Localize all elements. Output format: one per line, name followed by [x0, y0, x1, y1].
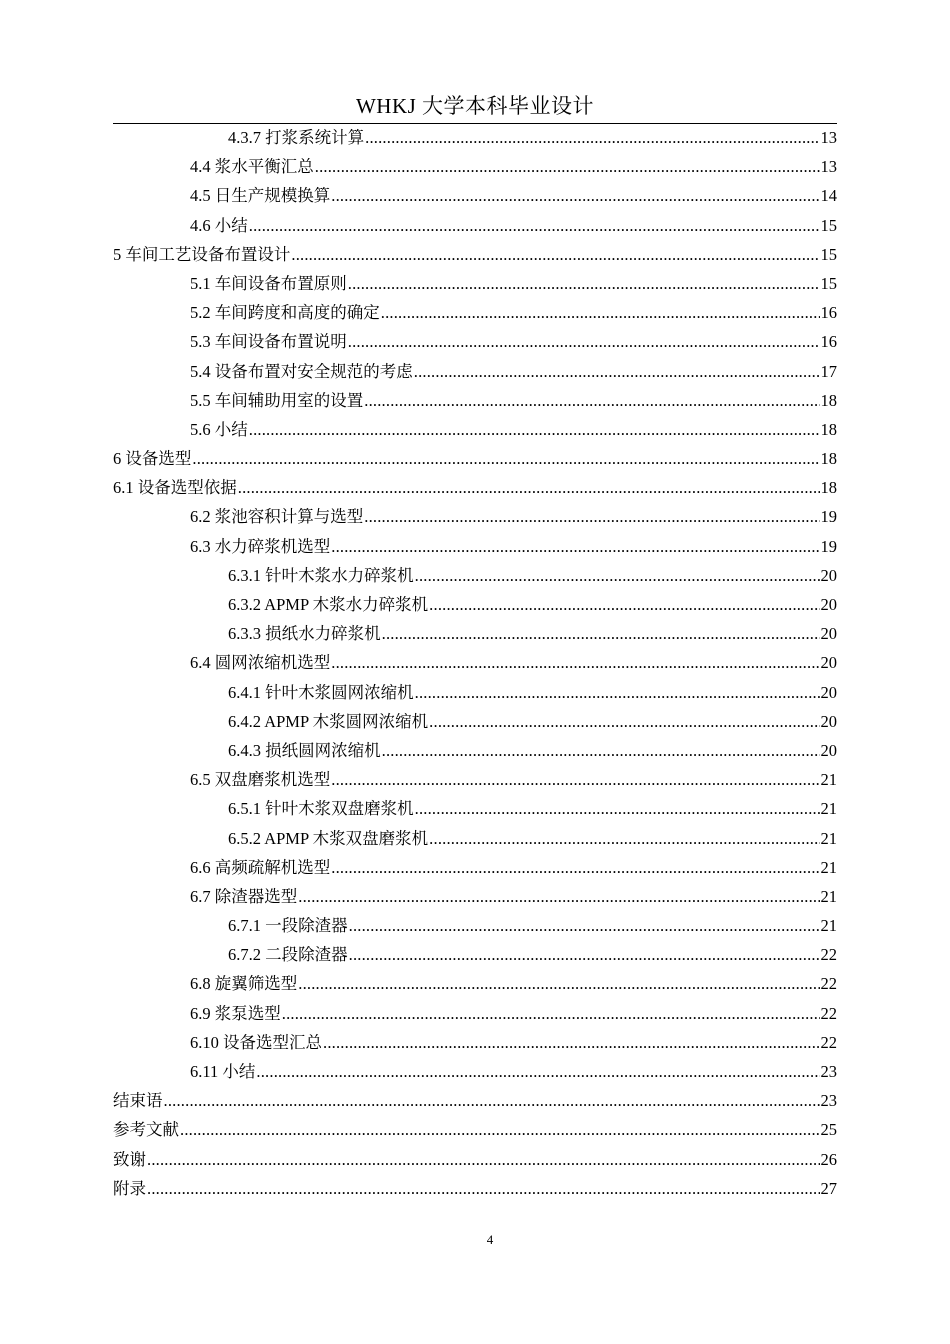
toc-entry-label: 致谢: [113, 1149, 146, 1169]
toc-dot-leader: [192, 444, 819, 473]
toc-dot-leader: [364, 386, 819, 415]
toc-entry-page: 17: [820, 361, 837, 381]
toc-entry-label: 6.8 旋翼筛选型: [190, 974, 298, 994]
page-number: 4: [486, 1232, 494, 1247]
toc-entry-page: 21: [820, 857, 837, 877]
toc-entry-page: 21: [820, 828, 837, 848]
toc-dot-leader: [415, 794, 820, 823]
toc-dot-leader: [429, 824, 819, 853]
toc-entry[interactable]: [113, 502, 837, 531]
toc-entry-label: 6.5.1 针叶木浆双盘磨浆机: [228, 799, 414, 819]
toc-entry[interactable]: [113, 269, 837, 298]
toc-entry-page: 20: [820, 740, 837, 760]
toc-entry-label: 6.3.1 针叶木浆水力碎浆机: [228, 565, 414, 585]
toc-entry-label: 6.11 小结: [190, 1062, 256, 1081]
toc-entry[interactable]: [113, 648, 837, 677]
toc-entry-page: 15: [820, 215, 837, 235]
toc-entry[interactable]: [113, 240, 837, 269]
toc-dot-leader: [349, 940, 820, 969]
toc-entry[interactable]: [113, 327, 837, 356]
toc-entry-page: 21: [820, 886, 837, 906]
toc-entry-page: 22: [820, 1003, 837, 1023]
toc-entry-label: 6.9 浆泵选型: [190, 1003, 281, 1023]
toc-entry-label: 5.1 车间设备布置原则: [190, 273, 347, 293]
toc-dot-leader: [381, 298, 820, 327]
toc-entry[interactable]: [113, 561, 837, 590]
toc-entry[interactable]: [113, 211, 837, 240]
toc-entry-page: 13: [820, 128, 837, 147]
toc-dot-leader: [415, 561, 820, 590]
toc-entry[interactable]: [113, 444, 837, 473]
toc-entry-page: 23: [820, 1091, 837, 1111]
toc-entry[interactable]: [113, 386, 837, 415]
toc-entry-label: 6.5 双盘磨浆机选型: [190, 770, 331, 790]
toc-dot-leader: [414, 357, 820, 386]
toc-dot-leader: [147, 1145, 820, 1174]
toc-dot-leader: [282, 999, 820, 1028]
toc-entry-label: 5.2 车间跨度和高度的确定: [190, 303, 380, 323]
toc-entry-page: 23: [820, 1062, 837, 1081]
toc-dot-leader: [429, 707, 819, 736]
toc-entry-label: 5.5 车间辅助用室的设置: [190, 390, 364, 410]
toc-entry[interactable]: [113, 1028, 837, 1057]
toc-entry[interactable]: [113, 298, 837, 327]
toc-entry-page: 21: [820, 799, 837, 819]
toc-entry[interactable]: [113, 853, 837, 882]
toc-entry-label: 6.7.2 二段除渣器: [228, 945, 348, 965]
toc-dot-leader: [238, 473, 820, 502]
toc-entry-page: 15: [820, 273, 837, 293]
toc-dot-leader: [331, 853, 819, 882]
toc-dot-leader: [348, 327, 820, 356]
toc-entry-label: 6 设备选型: [113, 449, 192, 469]
toc-entry-page: 20: [820, 624, 837, 644]
toc-entry-page: 22: [820, 974, 837, 994]
toc-entry-label: 6.7 除渣器选型: [190, 886, 298, 906]
table-of-contents: [113, 123, 837, 1203]
toc-dot-leader: [180, 1115, 820, 1144]
toc-dot-leader: [147, 1174, 820, 1203]
toc-entry[interactable]: [113, 940, 837, 969]
toc-entry[interactable]: [113, 765, 837, 794]
toc-dot-leader: [249, 211, 820, 240]
toc-entry-page: 22: [820, 945, 837, 965]
toc-dot-leader: [249, 415, 820, 444]
toc-entry-label: 附录: [113, 1178, 146, 1198]
toc-entry-label: 结束语: [113, 1091, 163, 1111]
toc-entry-label: 6.7.1 一段除渣器: [228, 916, 348, 936]
toc-entry[interactable]: [113, 1057, 837, 1086]
toc-entry[interactable]: [113, 736, 837, 765]
toc-entry[interactable]: [113, 181, 837, 210]
toc-entry-label: 6.3.3 损纸水力碎浆机: [228, 624, 381, 644]
toc-dot-leader: [348, 269, 820, 298]
toc-entry[interactable]: [113, 152, 837, 181]
toc-entry-label: 4.6 小结: [190, 215, 248, 235]
toc-entry-page: 20: [820, 653, 837, 673]
toc-entry-page: 21: [820, 770, 837, 790]
toc-entry-label: 6.4.1 针叶木浆圆网浓缩机: [228, 682, 414, 702]
toc-entry-page: 26: [820, 1149, 837, 1169]
toc-entry[interactable]: [113, 794, 837, 823]
toc-entry[interactable]: [113, 999, 837, 1028]
toc-entry[interactable]: [113, 824, 837, 853]
toc-entry-label: 6.3.2 APMP 木浆水力碎浆机: [228, 595, 429, 614]
toc-entry-label: 6.2 浆池容积计算与选型: [190, 507, 364, 527]
toc-entry-page: 19: [820, 536, 837, 556]
toc-dot-leader: [331, 181, 819, 210]
toc-dot-leader: [291, 240, 819, 269]
toc-entry-label: 6.4 圆网浓缩机选型: [190, 653, 331, 673]
toc-dot-leader: [298, 882, 819, 911]
toc-entry-page: 22: [820, 1032, 837, 1052]
toc-entry[interactable]: [113, 1086, 837, 1115]
toc-entry[interactable]: [113, 415, 837, 444]
toc-entry-label: 参考文献: [113, 1120, 179, 1140]
toc-entry-label: 5.6 小结: [190, 419, 248, 439]
toc-entry[interactable]: [113, 911, 837, 940]
toc-entry[interactable]: [113, 619, 837, 648]
toc-dot-leader: [349, 911, 820, 940]
toc-entry[interactable]: [113, 882, 837, 911]
toc-entry[interactable]: [113, 1145, 837, 1174]
toc-dot-leader: [415, 678, 820, 707]
toc-entry-page: 25: [820, 1120, 837, 1140]
toc-entry-page: 14: [820, 186, 837, 206]
toc-entry[interactable]: [113, 707, 837, 736]
toc-entry-label: 4.4 浆水平衡汇总: [190, 157, 314, 177]
toc-entry-label: 6.5.2 APMP 木浆双盘磨浆机: [228, 828, 429, 848]
toc-entry-label: 4.3.7 打浆系统计算: [228, 128, 365, 147]
toc-dot-leader: [382, 619, 820, 648]
toc-entry-page: 13: [820, 157, 837, 177]
toc-entry-label: 6.10 设备选型汇总: [190, 1032, 322, 1052]
toc-dot-leader: [256, 1057, 819, 1086]
toc-entry[interactable]: [113, 357, 837, 386]
toc-dot-leader: [331, 532, 819, 561]
toc-entry-label: 5.4 设备布置对安全规范的考虑: [190, 361, 413, 381]
toc-dot-leader: [323, 1028, 820, 1057]
toc-entry-label: 6.1 设备选型依据: [113, 478, 237, 498]
toc-entry-page: 20: [820, 565, 837, 585]
toc-entry[interactable]: [113, 590, 837, 619]
toc-entry[interactable]: [113, 1174, 837, 1203]
toc-entry-page: 20: [820, 595, 837, 614]
toc-entry[interactable]: [113, 473, 837, 502]
toc-dot-leader: [331, 648, 819, 677]
toc-entry-label: 5 车间工艺设备布置设计: [113, 244, 291, 264]
toc-entry-label: 6.4.2 APMP 木浆圆网浓缩机: [228, 711, 429, 731]
toc-entry-page: 21: [820, 916, 837, 936]
toc-entry-page: 18: [820, 449, 837, 469]
toc-dot-leader: [331, 765, 819, 794]
toc-entry-page: 20: [820, 711, 837, 731]
toc-entry-page: 19: [820, 507, 837, 527]
toc-entry-label: 6.4.3 损纸圆网浓缩机: [228, 740, 381, 760]
toc-entry-page: 20: [820, 682, 837, 702]
page-header-title: WHKJ 大学本科毕业设计: [355, 94, 595, 118]
toc-dot-leader: [315, 152, 820, 181]
toc-dot-leader: [429, 590, 819, 619]
toc-dot-leader: [164, 1086, 820, 1115]
toc-entry[interactable]: [113, 1115, 837, 1144]
toc-entry-label: 5.3 车间设备布置说明: [190, 332, 347, 352]
toc-entry[interactable]: [113, 532, 837, 561]
toc-entry-page: 18: [820, 390, 837, 410]
toc-entry-label: 6.6 高频疏解机选型: [190, 857, 331, 877]
toc-entry-page: 15: [820, 244, 837, 264]
toc-entry[interactable]: [113, 678, 837, 707]
toc-dot-leader: [298, 969, 819, 998]
toc-entry-page: 27: [820, 1178, 837, 1198]
toc-entry-page: 18: [820, 478, 837, 498]
toc-entry-page: 18: [820, 419, 837, 439]
toc-dot-leader: [382, 736, 820, 765]
toc-entry-page: 16: [820, 332, 837, 352]
toc-entry-page: 16: [820, 303, 837, 323]
toc-dot-leader: [365, 123, 819, 152]
toc-entry-label: 4.5 日生产规模换算: [190, 186, 331, 206]
toc-entry-label: 6.3 水力碎浆机选型: [190, 536, 331, 556]
toc-entry[interactable]: [113, 969, 837, 998]
toc-dot-leader: [364, 502, 819, 531]
toc-entry[interactable]: [113, 123, 837, 152]
